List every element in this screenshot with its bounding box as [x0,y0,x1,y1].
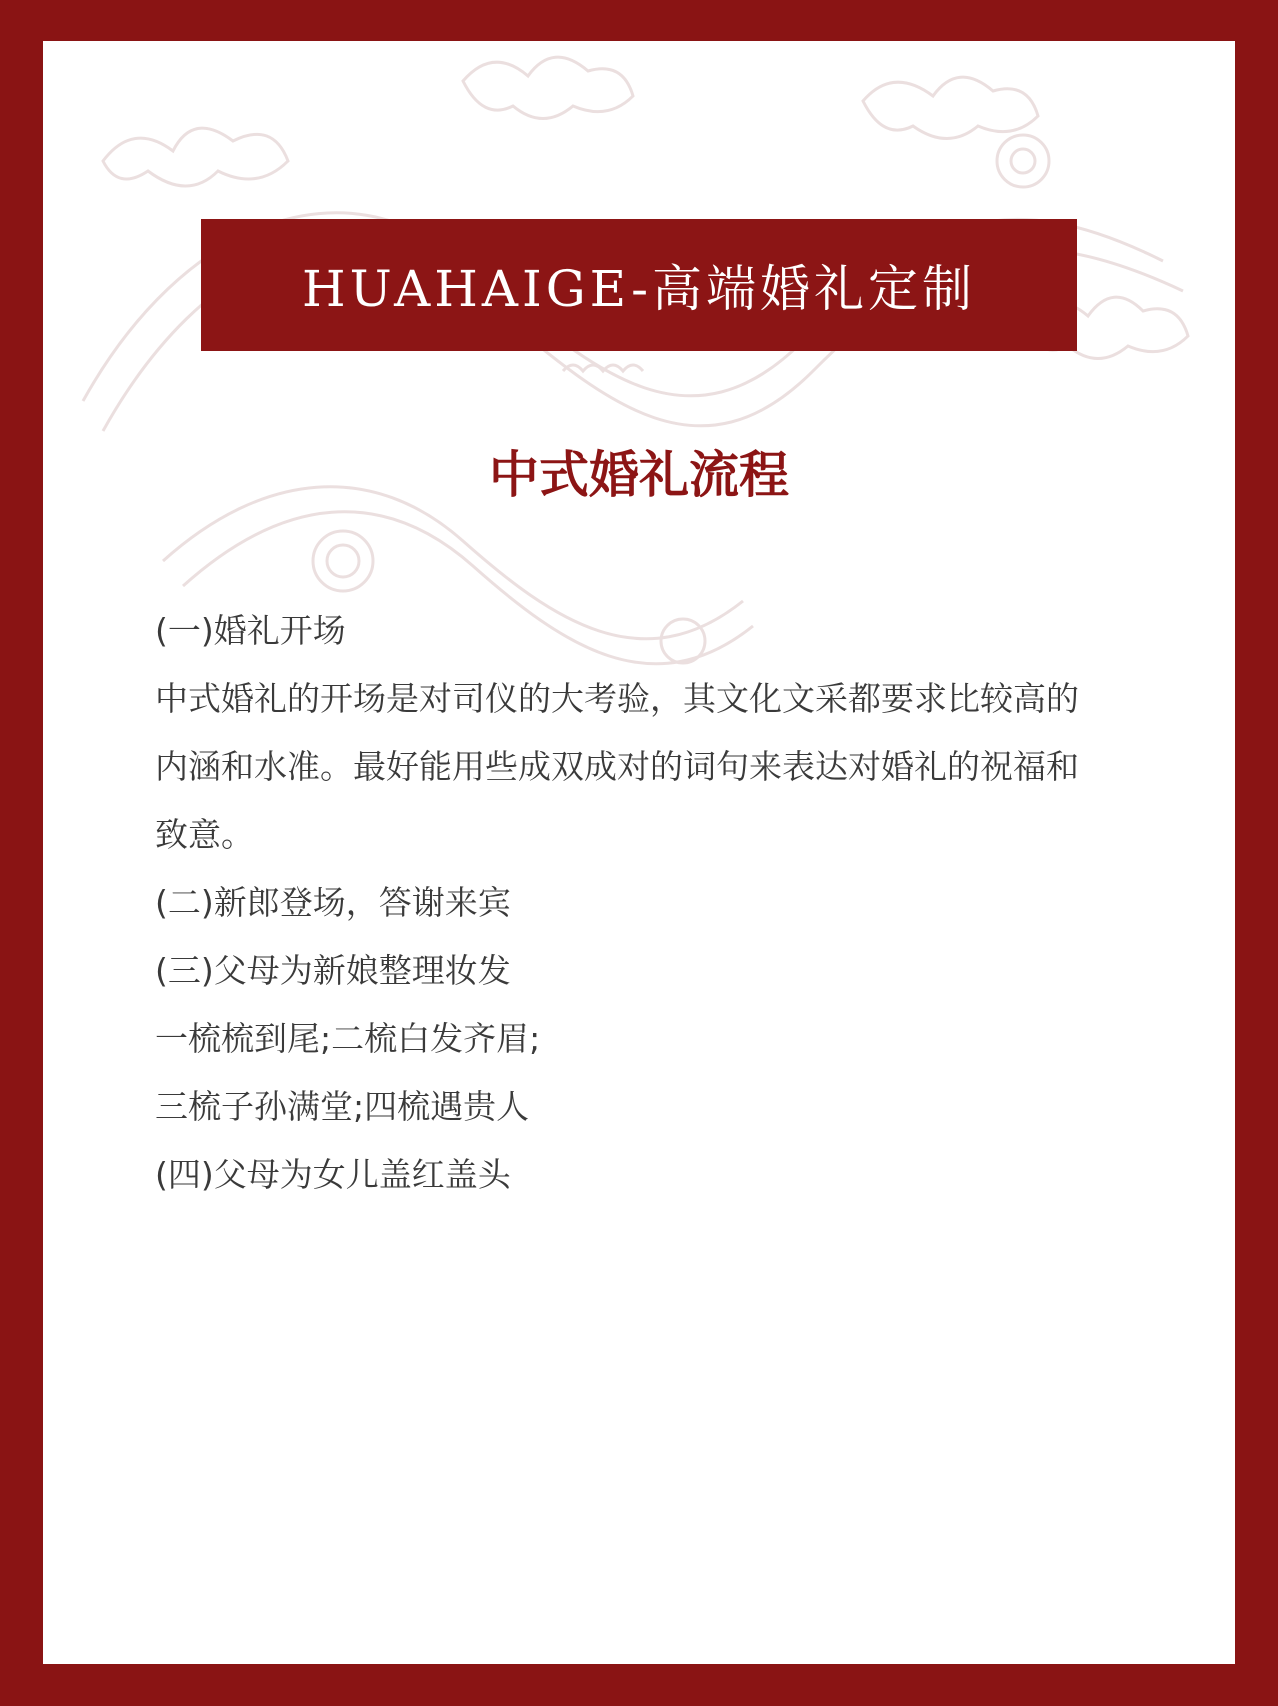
paragraph-line: 中式婚礼的开场是对司仪的大考验，其文化文采都要求比较高的 [155,679,1079,718]
verse-line: 三梳子孙满堂;四梳遇贵人 [155,1087,530,1126]
title-banner [201,219,1077,351]
heading-opening: (一)婚礼开场 [155,611,346,650]
verse-line: 一梳梳到尾;二梳白发齐眉; [155,1019,541,1058]
heading-red-veil: (四)父母为女儿盖红盖头 [155,1155,511,1194]
paragraph-line: 致意。 [155,815,254,854]
heading-parents-hair: (三)父母为新娘整理妆发 [155,951,511,990]
heading-groom-entrance: (二)新郎登场，答谢来宾 [155,883,511,922]
card-frame [43,41,1235,1664]
banner-title: HUAHAIGE-高端婚礼定制 [301,260,977,318]
content-body [155,597,1115,1209]
paragraph-line: 内涵和水准。最好能用些成双成对的词句来表达对婚礼的祝福和 [155,747,1079,786]
section-title: 中式婚礼流程 [489,446,789,504]
